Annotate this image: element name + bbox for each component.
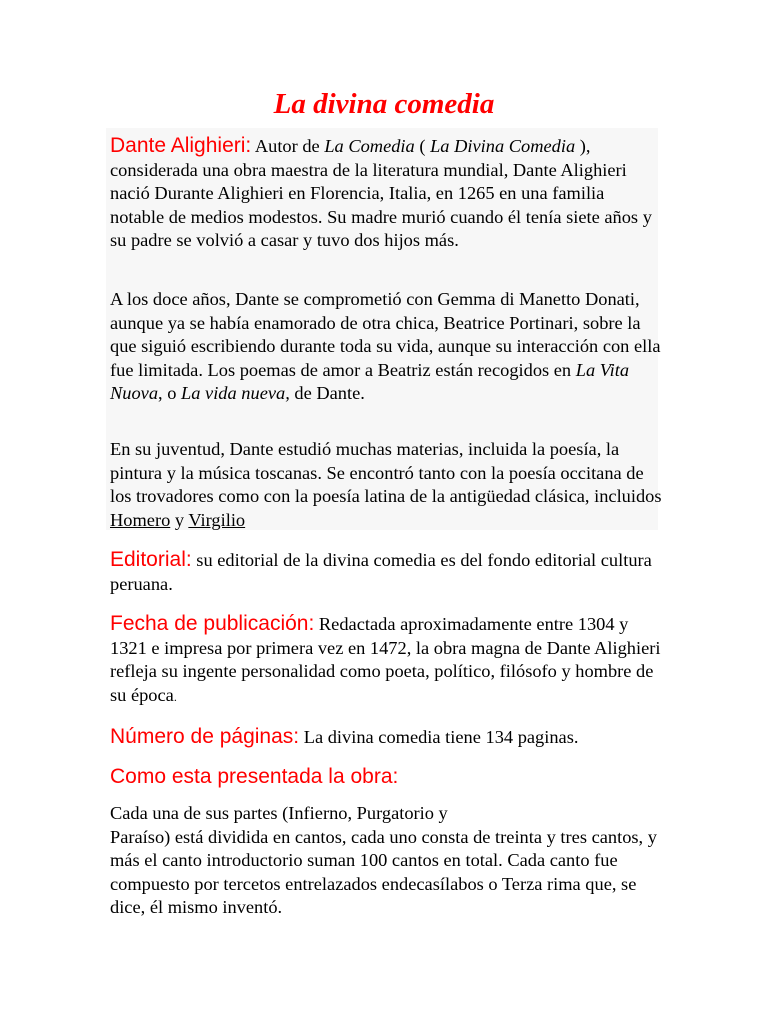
biography-paragraph-2 bbox=[110, 288, 662, 406]
homero-link[interactable]: Homero bbox=[110, 509, 171, 530]
text-run: y bbox=[170, 509, 189, 530]
italic-title: La Vita Nuova bbox=[110, 359, 630, 403]
text-run: A los doce años, Dante se comprometió con Gemma di Manetto Donati, aunque ya se había enamorado de otra chica, Beatrice Portinari, sobre la que siguió escribiendo durante toda su vida, aunque su interacción con ella fue limitada. Los poemas de amor a Beatriz están recogidos en bbox=[110, 289, 661, 380]
italic-title: La vida nueva, bbox=[181, 383, 290, 403]
editorial-paragraph bbox=[110, 548, 662, 596]
text-run: En su juventud, Dante estudió muchas materias, incluida la poesía, la pintura y la música toscanas. Se encontró tanto con la poesía occitana de los trovadores como con la poesía latina de la antigüedad clásica, incluidos bbox=[110, 439, 662, 506]
page-count-text: La divina comedia tiene 134 paginas. bbox=[299, 727, 579, 747]
biography-paragraph-3 bbox=[110, 438, 662, 532]
italic-title: La Divina Comedia bbox=[430, 136, 576, 156]
publication-date-text: Redactada aproximadamente entre 1304 y 1321 e impresa por primera vez en 1472, la obra magna de Dante Alighieri refleja su ingente personalidad como poeta, político, filósofo y hombre de su época bbox=[110, 614, 661, 705]
text-run: Autor de bbox=[251, 136, 325, 156]
structure-line-1: Cada una de sus partes (Infierno, Purgatorio y bbox=[110, 803, 448, 823]
structure-paragraph bbox=[110, 802, 662, 920]
presentation-heading-paragraph bbox=[110, 765, 662, 790]
text-run: , o bbox=[158, 383, 182, 403]
page-count-heading: Número de páginas: bbox=[110, 725, 300, 748]
text-run: ), considerada una obra maestra de la literatura mundial, Dante Alighieri nació Durante Alighieri en Florencia, Italia, en 1265 en una familia notable de medios modestos. Su madre murió cuando él tenía siete años y su padre se volvió a casar y tuvo dos hijos más. bbox=[110, 136, 652, 250]
author-heading-colon: : bbox=[245, 134, 252, 157]
text-run: de Dante. bbox=[289, 383, 365, 403]
virgilio-link[interactable]: Virgilio bbox=[188, 509, 246, 530]
text-run: ( bbox=[414, 136, 431, 156]
structure-text: Paraíso) está dividida en cantos, cada uno consta de treinta y tres cantos, y más el canto introductorio suman 100 cantos en total. Cada canto fue compuesto por tercetos entrelazados endecasílabos o Terza rima que, se dice, él mismo inventó. bbox=[110, 826, 657, 917]
publication-date-heading: Fecha de publicación: bbox=[110, 612, 315, 635]
editorial-text: su editorial de la divina comedia es del fondo editorial cultura peruana. bbox=[110, 550, 652, 594]
document-title: La divina comedia bbox=[273, 88, 495, 120]
italic-title: La Comedia bbox=[324, 136, 415, 156]
publication-date-dot: . bbox=[173, 689, 177, 704]
page-count-paragraph bbox=[110, 725, 662, 750]
editorial-heading: Editorial: bbox=[110, 548, 192, 571]
author-heading: Dante Alighieri bbox=[110, 134, 246, 157]
presentation-heading: Como esta presentada la obra: bbox=[110, 765, 399, 788]
publication-date-paragraph bbox=[110, 612, 662, 709]
biography-paragraph-1 bbox=[110, 134, 662, 253]
